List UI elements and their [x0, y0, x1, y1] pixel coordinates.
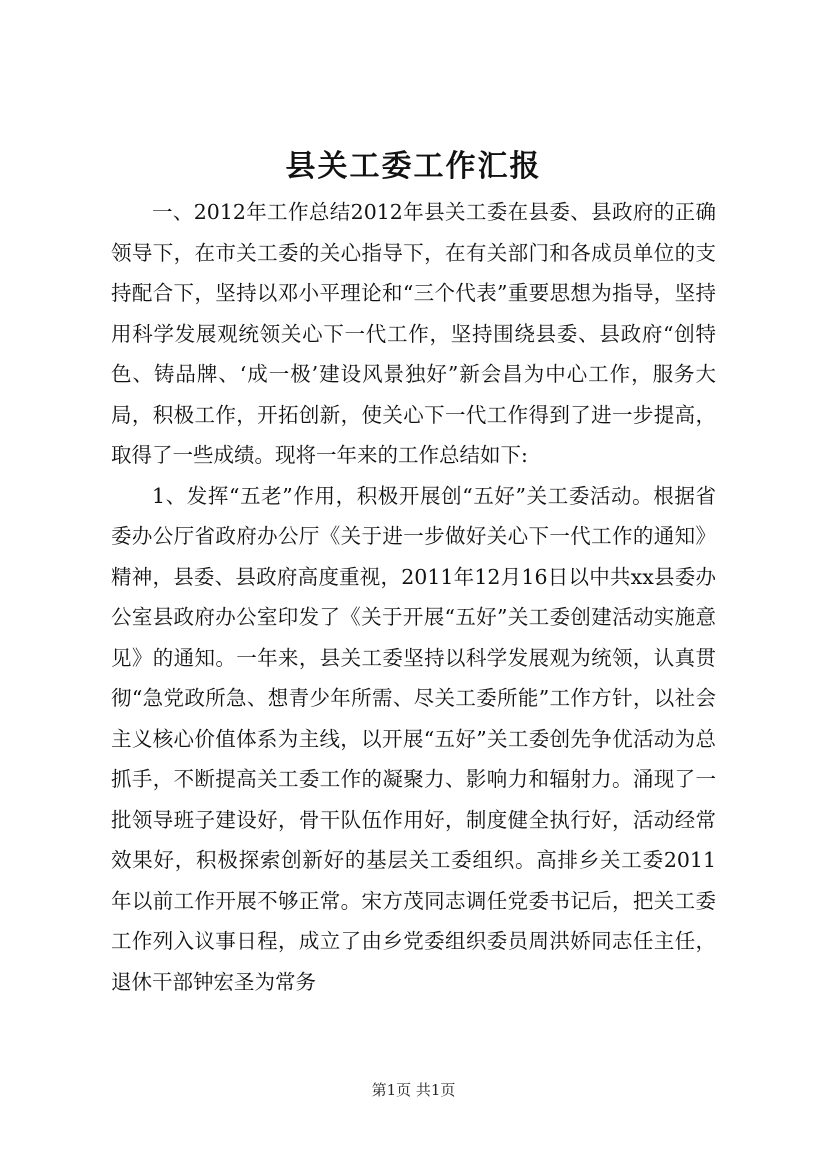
document-title: 县关工委工作汇报 [285, 149, 542, 184]
paragraph-summary: 一、2012年工作总结2012年县关工委在县委、县政府的正确领导下，在市关工委的关心指导下，在有关部门和各成员单位的支持配合下，坚持以邓小平理论和“三个代表”重要思想为指导，坚持用科学发展观统领关心下一代工作，坚持围绕县委、县政府“创特色、铸品牌、‘成一极’建设风景独好”新会昌为中心工作，服务大局，积极工作，开拓创新，使关心下一代工作得到了进一步提高，取得了一些成绩。现将一年来的工作总结如下: [111, 200, 716, 467]
page-footer: 第1页 共1页 [371, 1081, 456, 1099]
document-body [111, 192, 716, 1002]
paragraph-section-1: 1、发挥“五老”作用，积极开展创“五好”关工委活动。根据省委办公厅省政府办公厅《关于进一步做好关心下一代工作的通知》精神，县委、县政府高度重视，2011年12月16日以中共xx县委办公室县政府办公室印发了《关于开展“五好”关工委创建活动实施意见》的通知。一年来，县关工委坚持以科学发展观为统领，认真贯彻“急党政所急、想青少年所需、尽关工委所能”工作方针，以社会主义核心价值体系为主线，以开展“五好”关工委创先争优活动为总抓手，不断提高关工委工作的凝聚力、影响力和辐射力。涌现了一批领导班子建设好，骨干队伍作用好，制度健全执行好，活动经常效果好，积极探索创新好的基层关工委组织。高排乡关工委2011年以前工作开展不够正常。宋方茂同志调任党委书记后，把关工委工作列入议事日程，成立了由乡党委组织委员周洪娇同志任主任，退休干部钟宏圣为常务 [111, 483, 716, 994]
